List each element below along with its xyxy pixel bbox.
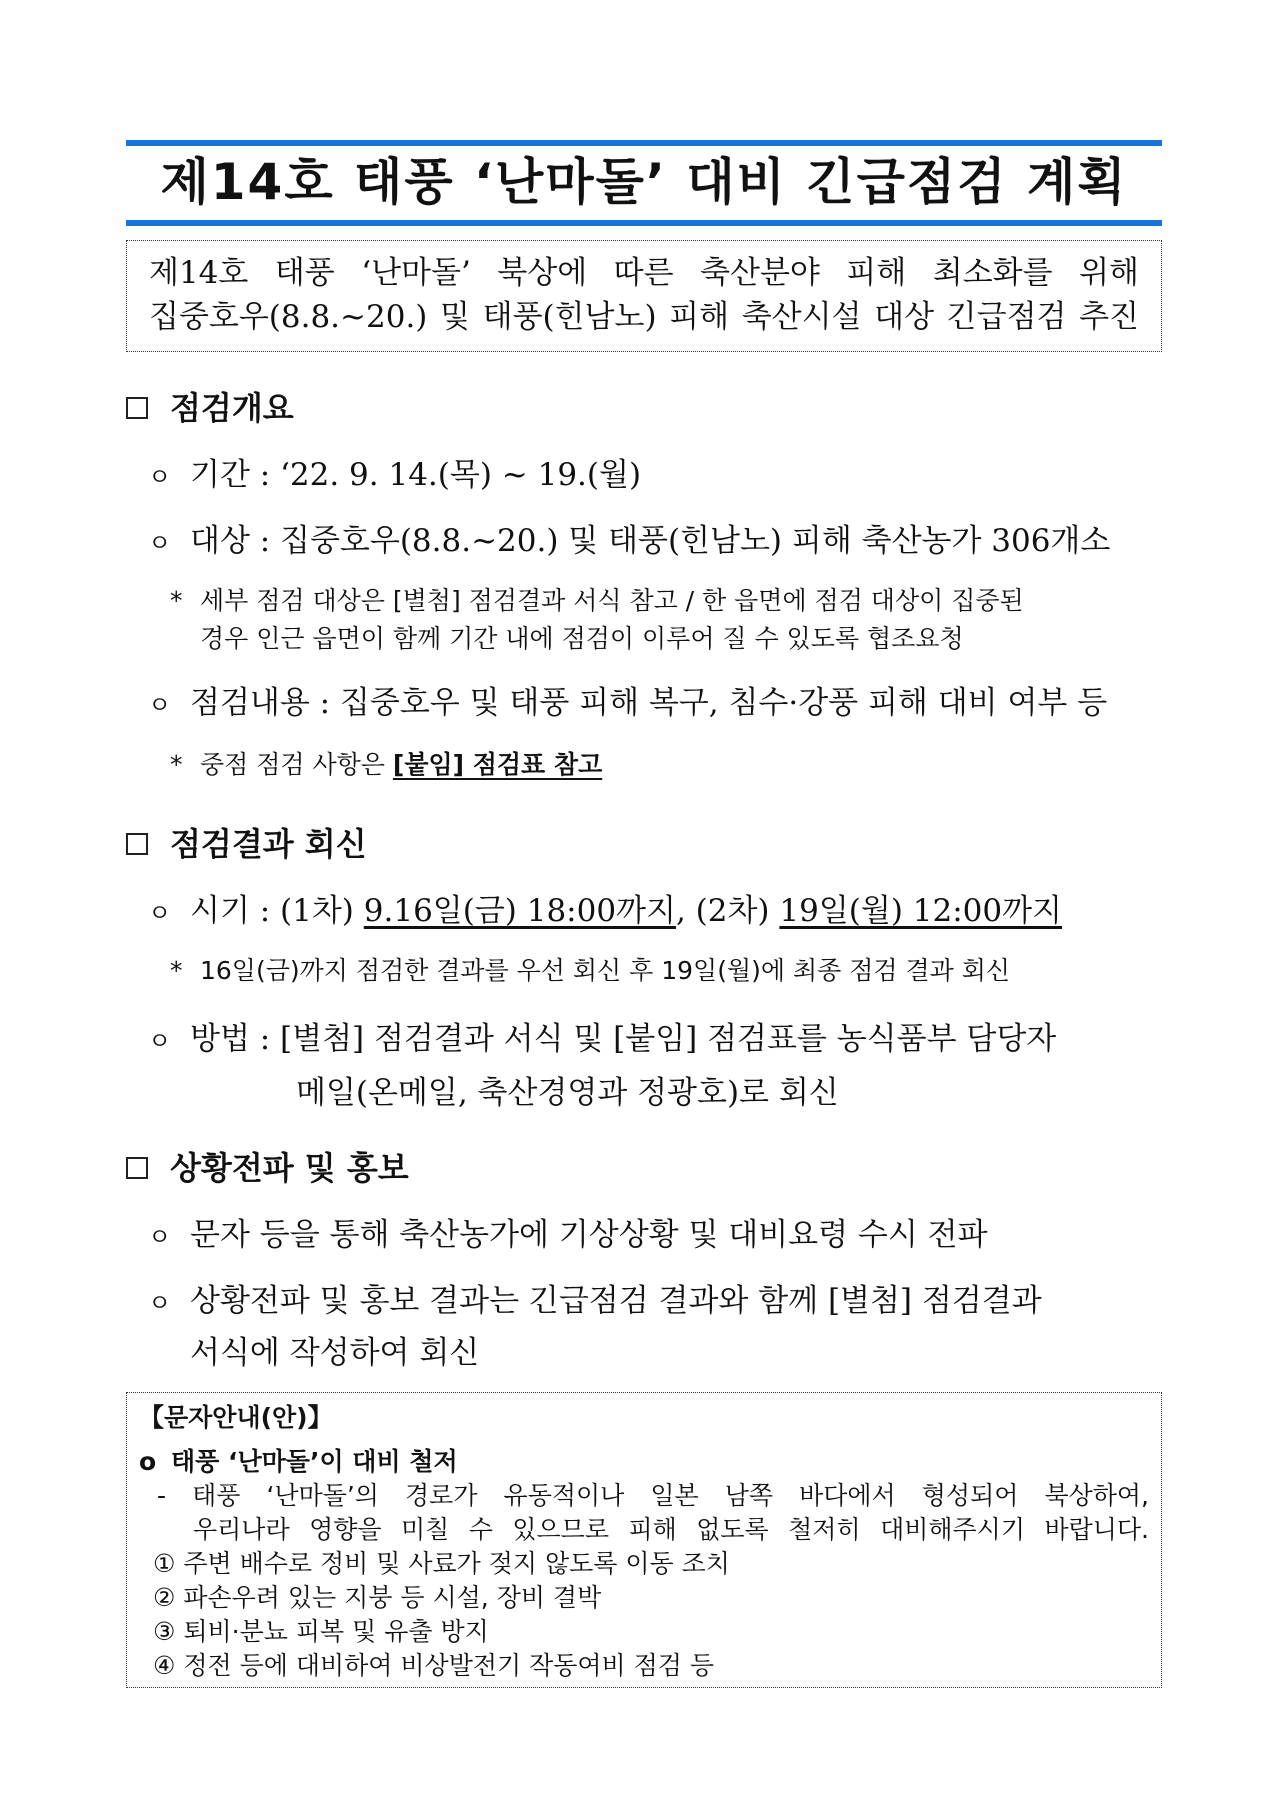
overview-target-note-line-1: 세부 점검 대상은 [별첨] 점검결과 서식 참고 / 한 읍면에 점검 대상이 집중된	[200, 586, 1024, 615]
promo-item-1-text: 문자 등을 통해 축산농가에 기상상황 및 대비요령 수시 전파	[190, 1217, 988, 1253]
checkbox-square-icon	[126, 833, 148, 855]
message-step-4: ④ 정전 등에 대비하여 비상발전기 작동여비 점검 등	[153, 1651, 715, 1680]
promo-item-2	[148, 1278, 1042, 1326]
promo-item-2-line-1: 상황전파 및 홍보 결과는 긴급점검 결과와 함께 [별첨] 점검결과	[190, 1283, 1042, 1319]
overview-period-text: 기간 : ‘22. 9. 14.(목) ~ 19.(월)	[190, 457, 642, 493]
overview-content-note	[170, 746, 602, 784]
promo-item-2-line-2: 서식에 작성하여 회신	[190, 1335, 480, 1371]
overview-target	[148, 518, 1110, 566]
report-timing-mid: , (2차)	[675, 893, 770, 929]
section-heading-promo	[126, 1146, 409, 1190]
message-step-3: ③ 퇴비·분뇨 피복 및 유출 방지	[153, 1617, 489, 1646]
message-step-1: ① 주변 배수로 정비 및 사료가 젖지 않도록 이동 조치	[153, 1549, 730, 1578]
overview-target-note-line-2: 경우 인근 읍면이 함께 기간 내에 점검이 이루어 질 수 있도록 협조요청	[200, 624, 964, 653]
note-asterisk: *	[170, 956, 183, 985]
promo-item-1	[148, 1212, 988, 1260]
page-title: 제14호 태풍 ‘난마돌’ 대비 긴급점검 계획	[160, 153, 1128, 211]
message-body-line-2: 우리나라 영향을 미칠 수 있으므로 피해 없도록 철저히 대비해주시기 바랍니다.	[193, 1515, 1149, 1544]
report-method-line-1: 방법 : [별첨] 점검결과 서식 및 [붙임] 점검표를 농식품부 담당자	[190, 1021, 1057, 1057]
report-method-line-2: 메일(온메일, 축산경영과 정광호)로 회신	[296, 1075, 839, 1111]
message-subject	[139, 1445, 1149, 1479]
report-timing	[148, 888, 1062, 936]
overview-content-text: 점검내용 : 집중호우 및 태풍 피해 복구, 침수·강풍 피해 대비 여부 등	[190, 685, 1108, 721]
bullet-circle-icon: ㅇ	[148, 1289, 172, 1317]
bullet-circle-icon: ㅇ	[148, 899, 172, 927]
report-timing-note-text: 16일(금)까지 점검한 결과를 우선 회신 후 19일(월)에 최종 점검 결과 회신	[200, 956, 1011, 985]
overview-content-note-emphasis: [붙임] 점검표 참고	[392, 750, 603, 779]
summary-line-1: 제14호 태풍 ‘난마돌’ 북상에 따른 축산분야 피해 최소화를 위해	[149, 255, 1139, 291]
message-subject-text: 태풍 ‘난마돌’이 대비 철저	[171, 1447, 458, 1476]
report-method	[148, 1016, 1056, 1064]
message-body-line-1: - 태풍 ‘난마돌’의 경로가 유동적이나 일본 남쪽 바다에서 형성되어 북상하여,	[157, 1481, 1149, 1510]
overview-content	[148, 680, 1107, 728]
title-bottom-rule	[126, 220, 1162, 226]
note-asterisk: *	[170, 586, 183, 615]
bullet-circle-icon: ㅇ	[148, 463, 172, 491]
overview-target-text: 대상 : 집중호우(8.8.~20.) 및 태풍(힌남노) 피해 축산농가 306개소	[190, 523, 1111, 559]
bullet-o-icon: o	[139, 1447, 157, 1476]
overview-target-note	[170, 582, 1160, 658]
section-heading-promo-label: 상황전파 및 홍보	[170, 1149, 409, 1187]
checkbox-square-icon	[126, 397, 148, 419]
report-timing-note	[170, 952, 1010, 990]
report-timing-prefix: 시기 : (1차)	[190, 893, 354, 929]
message-step-2: ② 파손우려 있는 지붕 등 시설, 장비 결박	[153, 1583, 602, 1612]
bullet-circle-icon: ㅇ	[148, 1223, 172, 1251]
section-heading-report	[126, 822, 367, 866]
summary-box	[126, 240, 1162, 352]
bullet-circle-icon: ㅇ	[148, 529, 172, 557]
bullet-circle-icon: ㅇ	[148, 691, 172, 719]
section-heading-overview-label: 점검개요	[170, 389, 294, 427]
section-heading-overview	[126, 386, 294, 430]
overview-content-note-prefix: 중점 점검 사항은	[200, 750, 385, 779]
message-heading: 【문자안내(안)】	[139, 1403, 333, 1432]
bullet-circle-icon: ㅇ	[148, 1027, 172, 1055]
message-guide-box	[126, 1392, 1162, 1688]
report-timing-first: 9.16일(금) 18:00까지	[363, 893, 676, 929]
checkbox-square-icon	[126, 1157, 148, 1179]
summary-line-2: 집중호우(8.8.~20.) 및 태풍(힌남노) 피해 축산시설 대상 긴급점검 추진	[149, 299, 1139, 335]
overview-period	[148, 452, 641, 500]
title-block	[126, 140, 1162, 226]
section-heading-report-label: 점검결과 회신	[170, 825, 367, 863]
note-asterisk: *	[170, 750, 183, 779]
report-timing-second: 19일(월) 12:00까지	[779, 893, 1062, 929]
